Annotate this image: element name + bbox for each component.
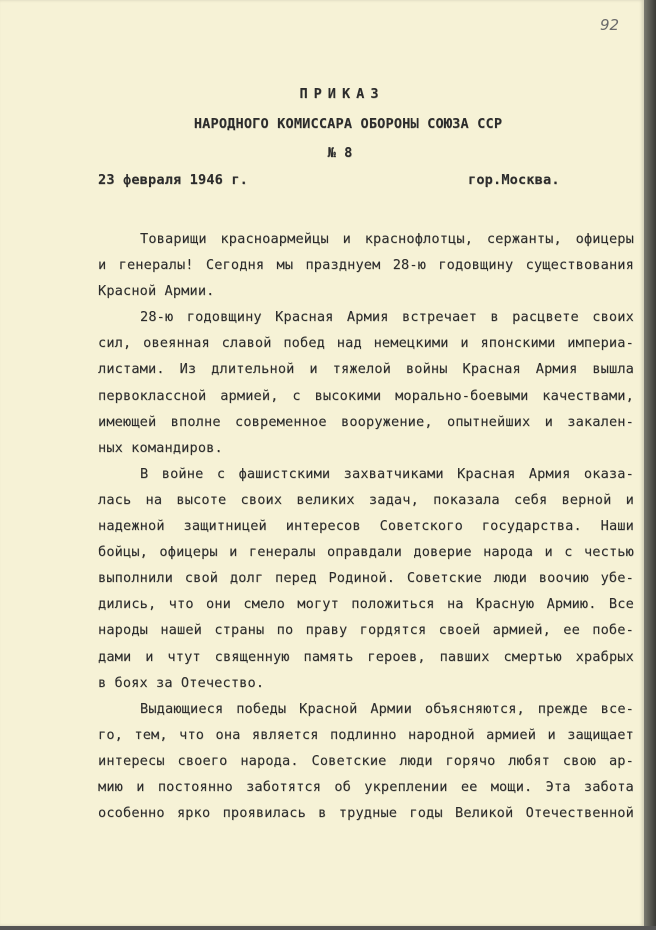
order-number: № 8 bbox=[327, 145, 353, 161]
body-word: сержанты, bbox=[486, 231, 562, 247]
body-word: длительной bbox=[211, 361, 295, 378]
archive-page-number: 92 bbox=[600, 16, 620, 34]
body-word: заботятся bbox=[246, 778, 322, 795]
body-word: офицеры bbox=[159, 544, 218, 561]
body-word: краснофлотцы, bbox=[364, 231, 474, 247]
body-word: в bbox=[490, 309, 499, 326]
body-word: империа- bbox=[567, 335, 634, 352]
body-word: с bbox=[216, 465, 226, 482]
body-word: 28-ю bbox=[392, 257, 427, 274]
body-line bbox=[98, 513, 634, 539]
body-word: она bbox=[215, 726, 241, 743]
body-word: объясняются, bbox=[424, 700, 525, 717]
body-word: память bbox=[303, 648, 354, 665]
body-word: народа bbox=[483, 544, 534, 561]
body-word: Советские bbox=[311, 752, 387, 769]
body-line bbox=[98, 252, 634, 278]
body-word: сил, bbox=[98, 335, 132, 352]
body-word: Эта bbox=[545, 778, 571, 795]
body-word: армией bbox=[486, 726, 537, 743]
body-word: с bbox=[292, 387, 301, 404]
body-line bbox=[98, 591, 634, 617]
body-word: по bbox=[276, 622, 294, 639]
body-word: ее bbox=[460, 778, 478, 795]
body-word: трудные bbox=[338, 805, 398, 822]
body-word: проявилась bbox=[222, 805, 306, 822]
body-word: и bbox=[625, 491, 634, 508]
body-word: об bbox=[334, 778, 351, 795]
document-title: ПРИКАЗ bbox=[299, 86, 385, 102]
body-word: Из bbox=[179, 361, 197, 378]
body-word: положиться bbox=[351, 596, 435, 613]
body-word: генералы! bbox=[118, 257, 194, 274]
body-word: имеющей bbox=[98, 413, 157, 430]
body-word: годовщину bbox=[186, 309, 262, 326]
body-word: Великой bbox=[455, 805, 514, 822]
order-body bbox=[98, 226, 634, 826]
body-word: интересы bbox=[98, 752, 165, 769]
body-word: ар- bbox=[608, 752, 634, 769]
body-word: перед bbox=[275, 570, 317, 587]
page-edge-shadow bbox=[644, 0, 656, 930]
body-word: морально-боевыми bbox=[395, 387, 529, 404]
body-word: Советского bbox=[379, 518, 463, 535]
body-line bbox=[98, 330, 634, 356]
body-word: свой bbox=[184, 570, 219, 587]
body-word: на bbox=[446, 596, 464, 613]
body-word: и bbox=[342, 231, 351, 247]
body-word: верной bbox=[561, 491, 612, 508]
body-word: Все bbox=[608, 596, 634, 613]
body-line bbox=[98, 696, 634, 722]
body-word: за bbox=[156, 674, 173, 691]
body-word: годовщину bbox=[438, 257, 514, 274]
body-word: боях bbox=[114, 674, 148, 691]
body-line bbox=[98, 748, 634, 774]
body-word: листами. bbox=[98, 361, 165, 378]
body-word: и bbox=[544, 544, 553, 561]
body-word: ее bbox=[563, 622, 580, 639]
body-line bbox=[98, 461, 634, 487]
body-word: Красной bbox=[98, 283, 157, 300]
body-word: смертью bbox=[503, 648, 562, 665]
body-word: вышла bbox=[592, 361, 634, 378]
body-line bbox=[98, 800, 634, 826]
body-word: высокими bbox=[314, 387, 382, 404]
body-word: тем, bbox=[134, 726, 168, 743]
body-word: задач, bbox=[368, 491, 419, 508]
body-word: немецкими bbox=[373, 335, 449, 352]
body-line bbox=[98, 435, 634, 461]
body-line bbox=[98, 383, 634, 409]
body-word: армией, bbox=[220, 387, 279, 404]
body-word: японскими bbox=[480, 335, 556, 352]
body-word: государства. bbox=[481, 518, 582, 535]
body-word: мию bbox=[98, 778, 124, 795]
body-word: Красная bbox=[462, 361, 521, 378]
body-word: Армии bbox=[370, 700, 412, 717]
body-word: интересов bbox=[285, 518, 361, 535]
body-word: и bbox=[309, 361, 318, 378]
body-word: героев, bbox=[367, 648, 426, 665]
body-word: что bbox=[179, 726, 205, 743]
body-word: Красную bbox=[475, 596, 535, 613]
body-word: чтут bbox=[167, 648, 201, 665]
body-word: горячо bbox=[445, 752, 496, 769]
body-word: мощи. bbox=[490, 778, 533, 795]
body-word: празднуем bbox=[305, 257, 381, 274]
body-word: и bbox=[544, 413, 553, 430]
body-line bbox=[98, 304, 634, 330]
body-word: и bbox=[145, 648, 154, 665]
body-word: Советские bbox=[406, 570, 482, 587]
body-word: могут bbox=[297, 596, 339, 613]
body-word: победы bbox=[236, 700, 287, 717]
body-word: постоянно bbox=[157, 778, 233, 795]
body-word: доверие bbox=[413, 544, 472, 561]
body-word: любят bbox=[508, 752, 550, 769]
body-word: оправдали bbox=[326, 544, 402, 561]
body-word: офицеры bbox=[575, 231, 634, 247]
body-word: народы bbox=[98, 622, 149, 639]
order-place: гор.Москва. bbox=[468, 172, 560, 188]
body-word: побед bbox=[283, 335, 326, 352]
body-word: овеянная bbox=[143, 335, 210, 352]
body-word: и bbox=[98, 257, 107, 274]
body-word: подлинно bbox=[329, 726, 397, 743]
body-word: встречает bbox=[402, 309, 478, 326]
body-word: люди bbox=[399, 752, 433, 769]
body-word: Родиной. bbox=[328, 570, 396, 587]
body-word: первоклассной bbox=[98, 387, 207, 404]
body-word: и bbox=[460, 335, 469, 352]
body-word: бойцы, bbox=[98, 544, 149, 561]
body-word: страны bbox=[214, 622, 265, 639]
body-word: го, bbox=[98, 726, 124, 743]
body-word: своих bbox=[240, 491, 283, 508]
body-word: и bbox=[136, 778, 145, 795]
body-word: и bbox=[229, 544, 238, 561]
body-word: вооружение, bbox=[340, 413, 433, 430]
body-word: войне bbox=[161, 465, 204, 482]
body-word: Армия bbox=[528, 465, 571, 482]
body-line bbox=[98, 565, 634, 591]
body-word: дились, bbox=[98, 596, 157, 613]
body-line bbox=[98, 644, 634, 670]
body-word: укреплении bbox=[364, 778, 448, 795]
body-word: в bbox=[98, 674, 107, 691]
body-word: выполнили bbox=[98, 570, 174, 587]
body-word: своей bbox=[438, 622, 481, 639]
body-word: защитницей bbox=[183, 518, 267, 535]
body-word: свою bbox=[562, 752, 597, 769]
body-word: вполне bbox=[170, 413, 221, 430]
body-word: священную bbox=[214, 648, 290, 665]
body-word: показала bbox=[433, 491, 500, 508]
body-word: В bbox=[140, 465, 149, 482]
body-word: воочию bbox=[538, 570, 589, 587]
body-word: убе- bbox=[600, 570, 634, 587]
body-word: генералы bbox=[248, 544, 316, 561]
body-word: существования bbox=[525, 257, 634, 274]
body-word: ных bbox=[98, 439, 124, 456]
body-word: особенно bbox=[98, 805, 165, 822]
body-word: праву bbox=[305, 622, 348, 639]
body-word: побе- bbox=[592, 622, 634, 639]
body-line bbox=[98, 409, 634, 435]
body-word: защищает bbox=[567, 726, 634, 743]
body-word: нашей bbox=[160, 622, 202, 639]
page-bottom-edge bbox=[0, 926, 656, 930]
body-word: Отечество. bbox=[180, 674, 265, 691]
body-word: гордятся bbox=[359, 622, 427, 639]
body-word: захватчиками bbox=[343, 465, 444, 482]
body-line bbox=[98, 226, 634, 252]
body-word: Сегодня bbox=[205, 257, 265, 274]
body-word: что bbox=[168, 596, 194, 613]
body-word: мы bbox=[276, 257, 294, 274]
body-word: прежде bbox=[537, 700, 588, 717]
body-word: над bbox=[336, 335, 362, 352]
body-word: Наши bbox=[600, 518, 634, 535]
body-word: Красная bbox=[275, 309, 334, 326]
body-word: они bbox=[205, 596, 231, 613]
body-word: тяжелой bbox=[332, 361, 392, 378]
body-word: лась bbox=[98, 491, 132, 508]
body-line bbox=[98, 539, 634, 565]
body-word: Красная bbox=[457, 465, 516, 482]
body-word: фашистскими bbox=[238, 465, 331, 482]
body-word: Армию. bbox=[546, 596, 597, 613]
body-line bbox=[98, 487, 634, 513]
body-line bbox=[98, 617, 634, 643]
body-word: храбрых bbox=[575, 648, 634, 665]
body-word: является bbox=[251, 726, 319, 743]
body-word: долг bbox=[229, 570, 264, 587]
body-word: командиров. bbox=[131, 439, 223, 456]
body-word: закален- bbox=[567, 413, 634, 430]
body-word: в bbox=[318, 805, 327, 822]
body-word: Выдающиеся bbox=[140, 700, 224, 717]
body-word: народной bbox=[408, 726, 475, 743]
body-word: армией, bbox=[492, 622, 551, 639]
body-line bbox=[98, 774, 634, 800]
order-date: 23 февраля 1946 г. bbox=[98, 172, 249, 188]
body-word: 28-ю bbox=[140, 309, 174, 326]
body-word: с bbox=[564, 544, 573, 561]
body-word: и bbox=[547, 726, 556, 743]
body-word: надежной bbox=[98, 518, 165, 535]
body-word: Армии. bbox=[164, 283, 215, 300]
body-word: люди bbox=[493, 570, 528, 587]
body-word: оказа- bbox=[583, 465, 634, 482]
body-word: себя bbox=[513, 491, 548, 508]
body-word: годы bbox=[409, 805, 443, 822]
body-word: высоте bbox=[176, 491, 227, 508]
body-word: красноармейцы bbox=[220, 231, 329, 247]
body-word: Армия bbox=[346, 309, 389, 326]
body-word: на bbox=[145, 491, 163, 508]
body-word: Товарищи bbox=[140, 231, 207, 247]
body-word: славой bbox=[221, 335, 272, 352]
body-word: великих bbox=[296, 491, 355, 508]
body-word: Армия bbox=[535, 361, 578, 378]
body-word: опытнейших bbox=[446, 413, 531, 430]
body-word: расцвете bbox=[512, 309, 579, 326]
body-word: войны bbox=[405, 361, 448, 378]
body-line bbox=[98, 670, 634, 696]
body-word: современное bbox=[234, 413, 327, 430]
body-word: дами bbox=[98, 648, 132, 665]
body-line bbox=[98, 722, 634, 748]
body-word: все- bbox=[600, 700, 634, 717]
body-word: забота bbox=[583, 778, 634, 795]
body-word: Отечественной bbox=[525, 805, 634, 822]
body-word: павших bbox=[439, 648, 490, 665]
body-word: Красной bbox=[299, 700, 358, 717]
body-line bbox=[98, 356, 634, 382]
body-word: своего bbox=[177, 752, 228, 769]
body-word: ярко bbox=[176, 805, 211, 822]
body-word: качествами, bbox=[542, 387, 634, 404]
body-line bbox=[98, 278, 634, 304]
document-subtitle: НАРОДНОГО КОМИССАРА ОБОРОНЫ СОЮЗА ССР bbox=[193, 116, 503, 132]
body-word: честью bbox=[583, 544, 634, 561]
body-word: народа. bbox=[240, 752, 299, 769]
body-word: своих bbox=[592, 309, 634, 326]
body-word: смело bbox=[243, 596, 285, 613]
